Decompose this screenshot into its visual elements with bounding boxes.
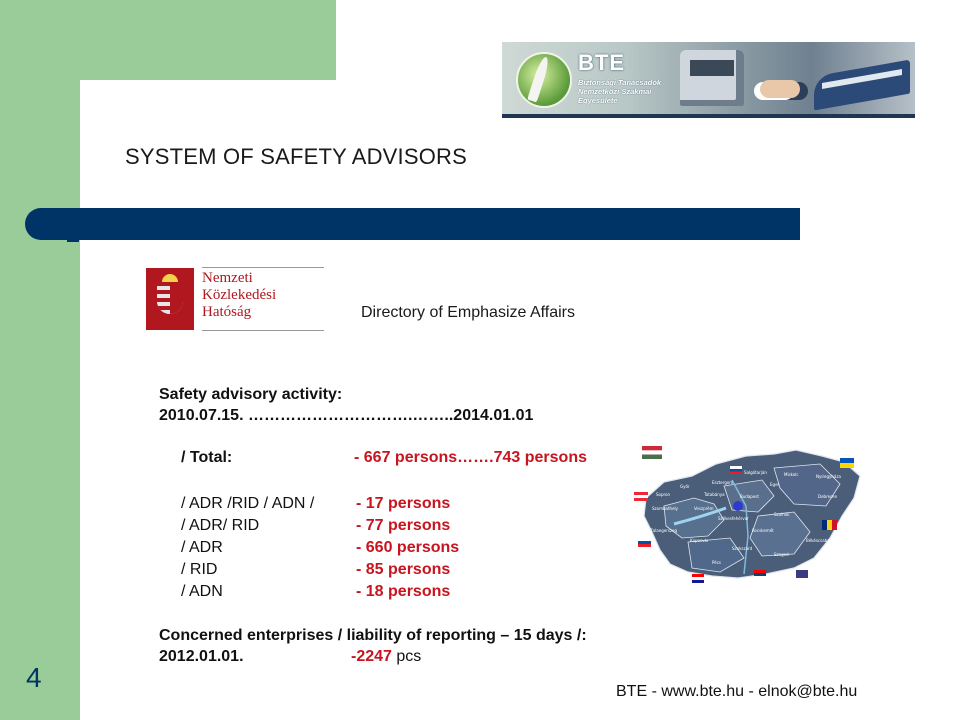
- city-label: Pécs: [712, 560, 722, 565]
- city-label: Esztergom: [712, 480, 734, 485]
- enterprises-row: [159, 646, 559, 668]
- breakdown-label: / ADN: [181, 583, 223, 600]
- truck-icon: [680, 50, 744, 106]
- bte-banner-logo: [502, 42, 915, 118]
- bte-subtitle-line: Egyesülete: [578, 96, 618, 105]
- banner-bottom-strip: [502, 114, 915, 118]
- flag-ukraine-icon: [840, 463, 854, 468]
- bte-subtitle-line: Nemzetközi Szakmai: [578, 87, 652, 96]
- breakdown-value: - 660 persons: [356, 539, 460, 556]
- title-underline-bar: [25, 208, 800, 240]
- total-value: - 667 persons…….743 persons: [354, 449, 587, 466]
- breakdown-label: / RID: [181, 561, 218, 578]
- city-label: Szeged: [774, 552, 789, 557]
- flag-romania-icon: [832, 520, 837, 530]
- left-green-band: [0, 0, 80, 720]
- activity-heading: Safety advisory activity:: [159, 386, 343, 403]
- flag-ukraine-icon: [840, 458, 854, 463]
- flag-croatia-icon: [692, 574, 704, 577]
- city-label: Sopron: [656, 492, 671, 497]
- train-icon: [814, 60, 910, 111]
- activity-period: 2010.07.15. ………………………….……..2014.01.01: [159, 407, 534, 424]
- city-label: Győr: [680, 484, 690, 489]
- city-label: Kaposvár: [690, 538, 709, 543]
- flag-slovenia-icon: [638, 541, 651, 544]
- city-label: Székesfehérvár: [718, 516, 749, 521]
- breakdown-value: - 77 persons: [356, 517, 451, 534]
- bte-logo-subtitle: [578, 78, 661, 105]
- flag-slovakia-icon: [730, 472, 742, 475]
- city-label: Szolnok: [774, 512, 790, 517]
- flag-romania-2-icon: [796, 570, 808, 578]
- bte-logo-name: BTE: [578, 50, 625, 75]
- flag-romania-icon: [827, 520, 832, 530]
- hungary-map: [634, 446, 866, 592]
- flag-romania-icon: [822, 520, 827, 530]
- shield-icon: [157, 282, 183, 314]
- city-label: Tatabánya: [704, 492, 725, 497]
- enterprises-value: -2247: [351, 648, 392, 665]
- breakdown-value: - 18 persons: [356, 583, 451, 600]
- breakdown-value: - 85 persons: [356, 561, 451, 578]
- enterprises-date: 2012.01.01.: [159, 648, 244, 665]
- authority-name-line: Közlekedési: [202, 287, 277, 303]
- directory-label: Directory of Emphasize Affairs: [361, 304, 576, 321]
- breakdown-label: / ADR /RID / ADN /: [181, 495, 315, 512]
- flag-croatia-icon: [692, 580, 704, 583]
- enterprises-heading: Concerned enterprises / liability of reporting – 15 days /:: [159, 627, 587, 644]
- breakdown-label: / ADR/ RID: [181, 517, 260, 534]
- top-green-band: [0, 0, 336, 80]
- flag-serbia-icon: [754, 573, 766, 576]
- flag-slovenia-icon: [638, 538, 651, 541]
- flag-slovenia-icon: [638, 544, 651, 547]
- city-label: Debrecen: [818, 494, 838, 499]
- total-label: / Total:: [181, 449, 233, 466]
- slide-title: SYSTEM OF SAFETY ADVISORS: [125, 144, 468, 169]
- city-label: Eger: [770, 482, 780, 487]
- logo-rule: [202, 330, 324, 331]
- flag-hungary-icon: [642, 450, 662, 454]
- handshake-icon: [760, 80, 800, 98]
- city-label: Békéscsaba: [806, 538, 830, 543]
- city-label: Kecskemét: [752, 528, 774, 533]
- crown-icon: [162, 274, 178, 282]
- flag-serbia-icon: [754, 576, 766, 579]
- enterprises-unit: pcs: [391, 648, 422, 665]
- city-label: Nyíregyháza: [816, 474, 841, 479]
- city-label: Szekszárd: [732, 546, 753, 551]
- flag-slovakia-icon: [730, 469, 742, 472]
- authority-name-line: Nemzeti: [202, 270, 253, 286]
- footer-text: BTE - www.bte.hu - elnok@bte.hu: [616, 683, 858, 700]
- logo-rule: [202, 267, 324, 268]
- city-label: Miskolc: [784, 472, 799, 477]
- breakdown-label: / ADR: [181, 539, 223, 556]
- city-label: Veszprém: [694, 506, 714, 511]
- flag-hungary-icon: [642, 455, 662, 459]
- bte-subtitle-line: Biztonsági Tanácsadók: [578, 78, 662, 87]
- flag-croatia-icon: [692, 577, 704, 580]
- authority-name: [202, 270, 276, 321]
- authority-name-line: Hatóság: [202, 304, 252, 320]
- breakdown-value: - 17 persons: [356, 495, 451, 512]
- city-label: Zalaegerszeg: [650, 528, 678, 533]
- city-label: Szombathely: [652, 506, 679, 511]
- authority-logo: [146, 268, 324, 330]
- city-label: Budapest: [740, 494, 759, 499]
- budapest-marker-icon: [733, 501, 743, 511]
- flag-austria-icon: [634, 495, 648, 498]
- coat-of-arms-icon: [146, 268, 194, 330]
- flag-serbia-icon: [754, 570, 766, 573]
- slide-number: 4: [26, 662, 42, 693]
- city-label: Salgótarján: [744, 470, 767, 475]
- enterprises-count: [351, 646, 421, 668]
